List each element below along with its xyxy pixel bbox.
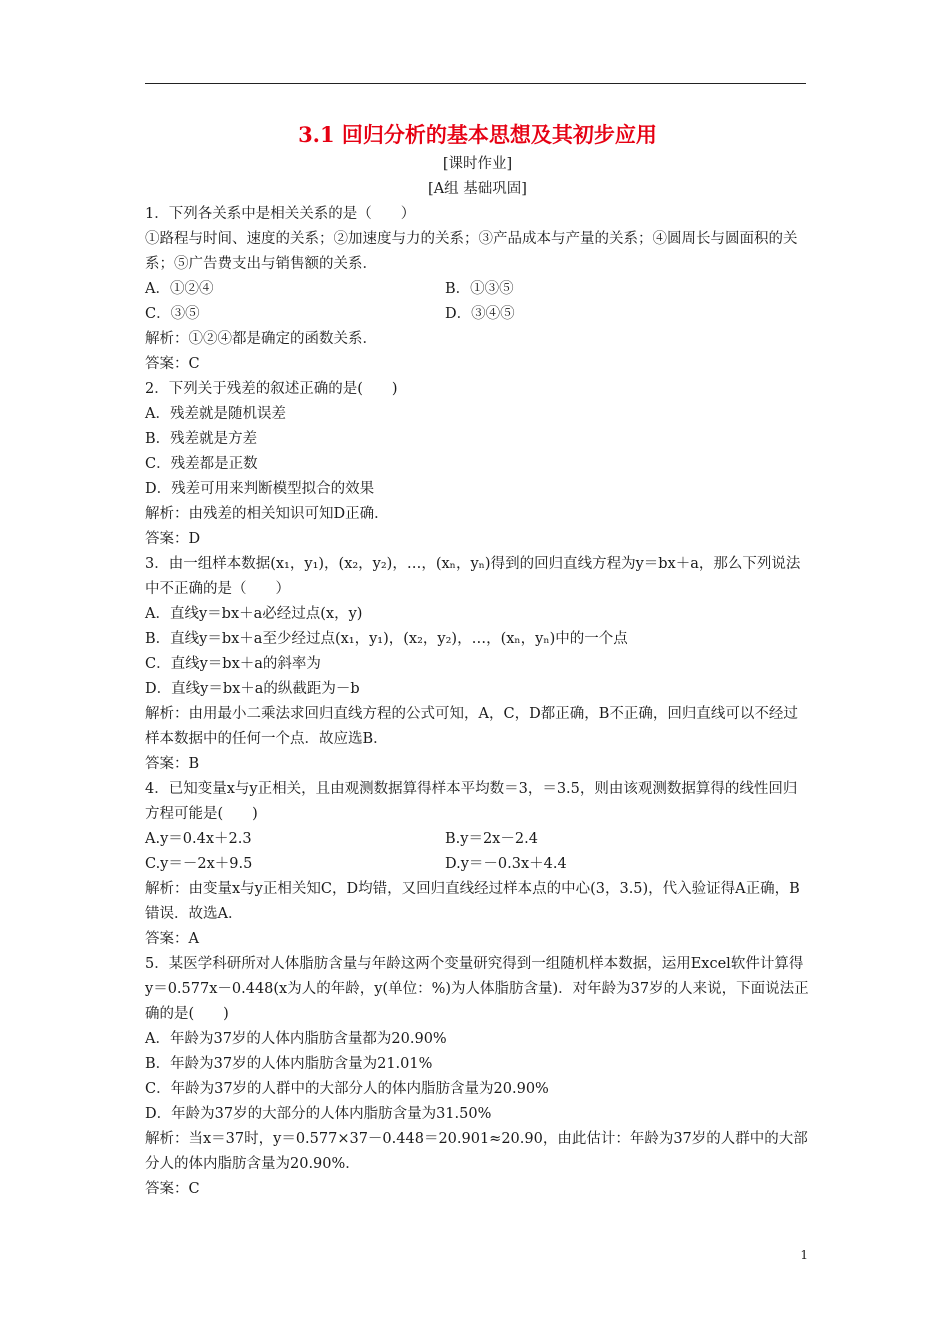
q1-option-d: D．③④⑤: [445, 306, 515, 322]
q2-analysis: 解析：由残差的相关知识可知D正确．: [145, 506, 389, 522]
q5-option-d: D．年龄为37岁的大部分的人体内脂肪含量为31.50%: [145, 1106, 492, 1122]
homework-label: [课时作业]: [442, 156, 513, 172]
q5-option-b: B．年龄为37岁的人体内脂肪含量为21.01%: [145, 1056, 433, 1072]
page-title: 3.1 回归分析的基本思想及其初步应用: [298, 122, 657, 147]
q1-option-b: B．①③⑤: [445, 281, 514, 297]
q2-option-d: D．残差可用来判断模型拟合的效果: [145, 481, 375, 497]
q3-option-a: A．直线y＝bx＋a必经过点(x，y): [145, 606, 363, 622]
q1-option-a: A．①②④: [145, 281, 214, 297]
q2-answer: 答案：D: [145, 531, 201, 547]
q4-option-b: B.y＝2x－2.4: [445, 831, 538, 847]
q4-options-row2: [145, 852, 810, 877]
q5-stem: 5．某医学科研所对人体脂肪含量与年龄这两个变量研究得到一组随机样本数据，运用Excel软件计算得y＝0.577x－0.448(x为人的年龄，y(单位：%)为人体脂肪含量)．对年龄为37岁的人来说，下面说法正确的是( ): [145, 956, 809, 1022]
q1-options-row2: [145, 302, 810, 327]
q1-option-c: C．③⑤: [145, 306, 200, 322]
q1-text: ①路程与时间、速度的关系；②加速度与力的关系；③产品成本与产量的关系；④圆周长与圆面积的关系；⑤广告费支出与销售额的关系．: [145, 231, 798, 272]
q4-option-d: D.y＝－0.3x＋4.4: [445, 856, 567, 872]
q3-analysis: 解析：由用最小二乘法求回归直线方程的公式可知，A，C，D都正确，B不正确，回归直线可以不经过样本数据中的任何一个点．故应选B．: [145, 706, 798, 747]
q3-option-b: B．直线y＝bx＋a至少经过点(x₁，y₁)，(x₂，y₂)，…，(xₙ，yₙ)中的一个点: [145, 631, 628, 647]
q2-option-b: B．残差就是方差: [145, 431, 258, 447]
q1-answer: 答案：C: [145, 356, 200, 372]
group-label: [A组 基础巩固]: [428, 181, 527, 197]
q4-answer: 答案：A: [145, 931, 199, 947]
q5-answer: 答案：C: [145, 1181, 200, 1197]
q1-analysis: 解析：①②④都是确定的函数关系．: [145, 331, 377, 347]
q4-analysis: 解析：由变量x与y正相关知C，D均错，又回归直线经过样本点的中心(3，3.5)，代入验证得A正确，B错误．故选A．: [145, 881, 800, 922]
q3-stem: 3．由一组样本数据(x₁，y₁)，(x₂，y₂)，…，(xₙ，yₙ)得到的回归直线方程为y＝bx＋a，那么下列说法中不正确的是（ ）: [145, 556, 801, 597]
q2-stem: 2．下列关于残差的叙述正确的是( ): [145, 381, 398, 397]
document-body: [145, 120, 810, 1202]
header-rule: [145, 83, 806, 84]
q5-analysis: 解析：当x＝37时，y＝0.577×37－0.448＝20.901≈20.90，由此估计：年龄为37岁的人群中的大部分人的体内脂肪含量为20.90%．: [145, 1131, 808, 1172]
q3-option-d: D．直线y＝bx＋a的纵截距为－b: [145, 681, 360, 697]
q4-options-row1: [145, 827, 810, 852]
q5-option-a: A．年龄为37岁的人体内脂肪含量都为20.90%: [145, 1031, 447, 1047]
q2-option-a: A．残差就是随机误差: [145, 406, 286, 422]
q5-option-c: C．年龄为37岁的人群中的大部分人的体内脂肪含量为20.90%: [145, 1081, 549, 1097]
q3-option-c: C．直线y＝bx＋a的斜率为: [145, 656, 321, 672]
q4-stem: 4．已知变量x与y正相关，且由观测数据算得样本平均数＝3，＝3.5，则由该观测数据算得的线性回归方程可能是( ): [145, 781, 798, 822]
q4-option-c: C.y＝－2x＋9.5: [145, 856, 253, 872]
q1-options-row1: [145, 277, 810, 302]
q2-option-c: C．残差都是正数: [145, 456, 258, 472]
q4-option-a: A.y＝0.4x＋2.3: [145, 831, 252, 847]
page-number: 1: [800, 1248, 808, 1262]
q1-stem: 1．下列各关系中是相关关系的是（ ）: [145, 206, 416, 222]
q3-answer: 答案：B: [145, 756, 200, 772]
